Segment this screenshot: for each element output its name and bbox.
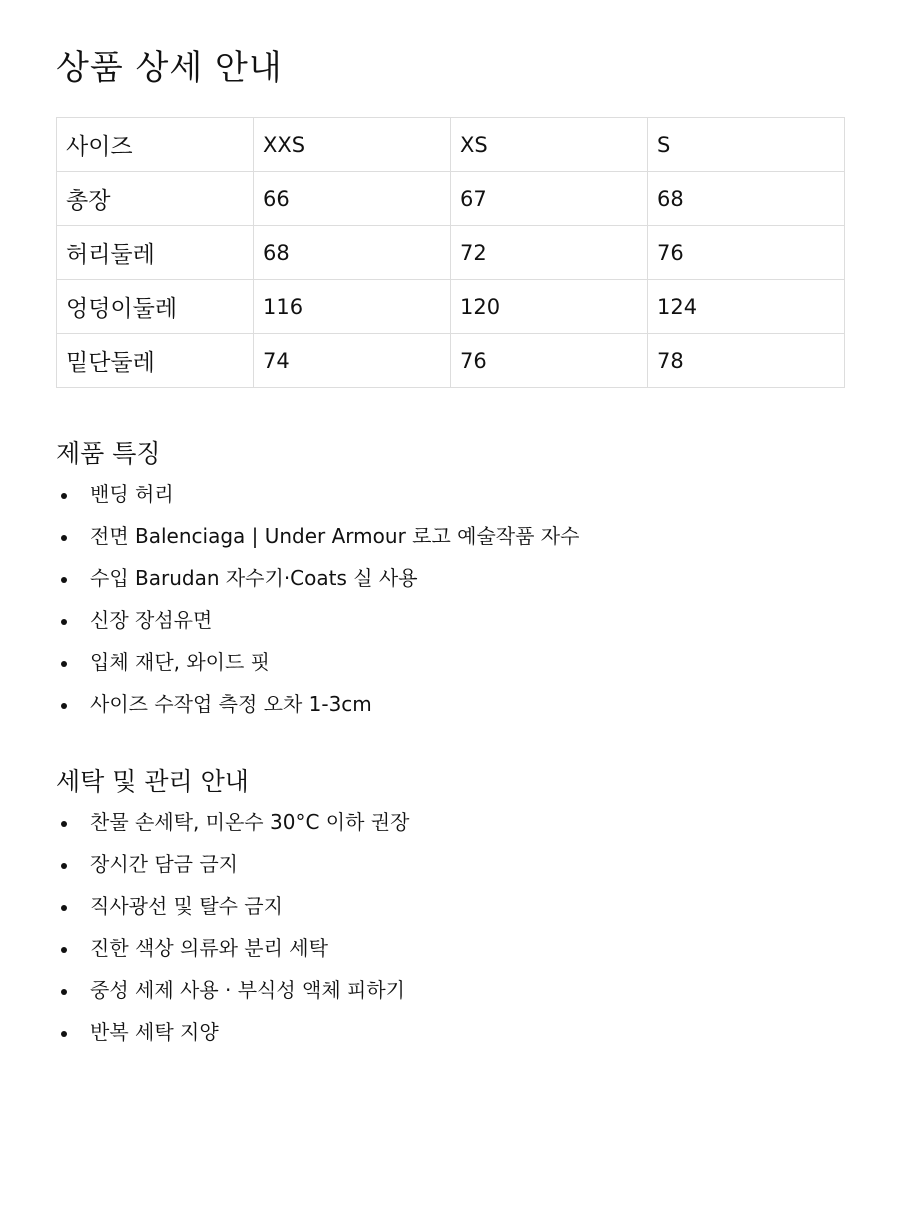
bullet-icon — [61, 989, 67, 995]
size-row-hem — [57, 334, 845, 388]
row-label: 엉덩이둘레 — [57, 280, 254, 334]
list-item — [56, 519, 836, 561]
table-cell: 124 — [648, 280, 845, 334]
page-title: 상품 상세 안내 — [56, 48, 283, 88]
list-item-text: 진한 색상 의류와 분리 세탁 — [90, 936, 328, 960]
list-item-text: 전면 Balenciaga | Under Armour 로고 예술작품 자수 — [90, 524, 580, 548]
table-cell: 120 — [451, 280, 648, 334]
features-list — [56, 477, 836, 729]
list-item — [56, 847, 836, 889]
bullet-icon — [61, 863, 67, 869]
list-item-text: 반복 세탁 지양 — [90, 1020, 219, 1044]
bullet-icon — [61, 493, 67, 499]
size-row-total-length — [57, 172, 845, 226]
care-title: 세탁 및 관리 안내 — [56, 767, 249, 796]
table-cell: 76 — [451, 334, 648, 388]
list-item-text: 중성 세제 사용 · 부식성 액체 피하기 — [90, 978, 405, 1002]
list-item — [56, 603, 836, 645]
list-item-text: 밴딩 허리 — [90, 482, 174, 506]
row-label: 허리둘레 — [57, 226, 254, 280]
list-item — [56, 477, 836, 519]
list-item — [56, 561, 836, 603]
table-cell: 76 — [648, 226, 845, 280]
row-label: 총장 — [57, 172, 254, 226]
size-table-header-row — [57, 118, 845, 172]
table-cell: 67 — [451, 172, 648, 226]
size-header-label: 사이즈 — [57, 118, 254, 172]
table-cell: 68 — [648, 172, 845, 226]
size-header-s: S — [648, 118, 845, 172]
bullet-icon — [61, 661, 67, 667]
list-item-text: 사이즈 수작업 측정 오차 1-3cm — [90, 692, 372, 716]
table-cell: 74 — [254, 334, 451, 388]
size-row-waist — [57, 226, 845, 280]
list-item — [56, 973, 836, 1015]
list-item-text: 수입 Barudan 자수기·Coats 실 사용 — [90, 566, 418, 590]
size-row-hip — [57, 280, 845, 334]
list-item — [56, 931, 836, 973]
list-item — [56, 889, 836, 931]
bullet-icon — [61, 947, 67, 953]
bullet-icon — [61, 1031, 67, 1037]
table-cell: 66 — [254, 172, 451, 226]
list-item-text: 입체 재단, 와이드 핏 — [90, 650, 270, 674]
size-header-xxs: XXS — [254, 118, 451, 172]
list-item — [56, 687, 836, 729]
bullet-icon — [61, 535, 67, 541]
bullet-icon — [61, 619, 67, 625]
table-cell: 72 — [451, 226, 648, 280]
list-item — [56, 645, 836, 687]
list-item — [56, 805, 836, 847]
table-cell: 68 — [254, 226, 451, 280]
size-table — [56, 117, 845, 388]
list-item — [56, 1015, 836, 1057]
bullet-icon — [61, 905, 67, 911]
list-item-text: 찬물 손세탁, 미온수 30°C 이하 권장 — [90, 810, 410, 834]
care-list — [56, 805, 836, 1057]
features-title: 제품 특징 — [56, 439, 161, 468]
list-item-text: 직사광선 및 탈수 금지 — [90, 894, 283, 918]
table-cell: 116 — [254, 280, 451, 334]
bullet-icon — [61, 821, 67, 827]
size-header-xs: XS — [451, 118, 648, 172]
list-item-text: 장시간 담금 금지 — [90, 852, 238, 876]
table-cell: 78 — [648, 334, 845, 388]
row-label: 밑단둘레 — [57, 334, 254, 388]
list-item-text: 신장 장섬유면 — [90, 608, 213, 632]
bullet-icon — [61, 703, 67, 709]
bullet-icon — [61, 577, 67, 583]
